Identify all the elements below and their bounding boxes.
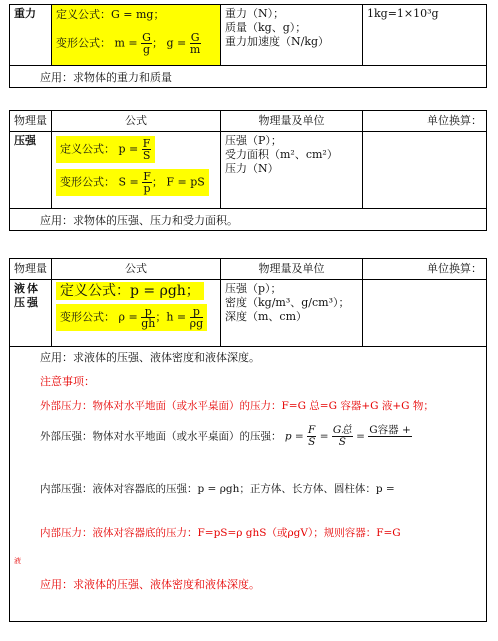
pressure-q-2: 受力面积（m²、cm²） bbox=[225, 148, 338, 161]
liquid-header-conversion: 单位换算： bbox=[363, 259, 487, 280]
liquid-q-2: 密度（kg/m³、g/cm³）； bbox=[225, 296, 350, 309]
pressure-conversion-cell bbox=[363, 132, 487, 209]
pressure-name-cell bbox=[10, 132, 52, 209]
liquid-header-units: 物理量及单位 bbox=[221, 259, 363, 280]
liquid-header-quantity: 物理量 bbox=[10, 259, 52, 280]
liquid-application-2: 应用：求液体的压强、液体密度和液体深度。 bbox=[40, 578, 260, 591]
liquid-quantities-cell bbox=[221, 280, 363, 347]
notes-title: 注意事项： bbox=[40, 375, 95, 388]
pressure-table bbox=[9, 110, 487, 231]
gravity-q-2: 质量（kg、g）； bbox=[225, 21, 307, 34]
internal-force-tail: 液 bbox=[14, 557, 21, 565]
liquid-conversion-cell bbox=[363, 280, 487, 347]
gravity-name: 重力 bbox=[14, 7, 36, 20]
liquid-name-cell bbox=[10, 280, 52, 347]
pressure-def-formula: 定义公式： p = $\frac{F}{S}$ bbox=[56, 136, 155, 163]
gravity-name-cell bbox=[10, 5, 52, 66]
pressure-header-quantity: 物理量 bbox=[10, 111, 52, 132]
liquid-q-1: 压强（p）； bbox=[225, 282, 282, 295]
pressure-application: 应用：求物体的压强、压力和受力面积。 bbox=[10, 209, 487, 231]
gravity-conversion-cell bbox=[363, 5, 487, 66]
external-force-line: 外部压力：物体对水平地面（或水平桌面）的压力：F=G 总=G 容器+G 液+G 物； bbox=[40, 400, 434, 412]
liquid-application: 应用：求液体的压强、液体密度和液体深度。 bbox=[40, 351, 260, 364]
pressure-trans-formula: 变形公式： S = $\frac{F}{p}$ ； F = pS bbox=[56, 169, 209, 196]
pressure-header-conversion: 单位换算： bbox=[363, 111, 487, 132]
gravity-trans-formula: 变形公式： m = $\frac{G}{g}$ ； g = $\frac{G}{m}$ bbox=[56, 31, 201, 56]
liquid-name: 液体压强 bbox=[14, 282, 40, 309]
pressure-header-formula: 公式 bbox=[52, 111, 221, 132]
gravity-q-3: 重力加速度（N/kg） bbox=[225, 35, 330, 48]
pressure-q-3: 压力（N） bbox=[225, 162, 279, 175]
gravity-formula-cell bbox=[52, 5, 221, 66]
liquid-def-formula: 定义公式：p = ρgh； bbox=[56, 282, 204, 300]
liquid-header-formula: 公式 bbox=[52, 259, 221, 280]
liquid-notes-cell bbox=[10, 347, 487, 622]
internal-force-line: 内部压力：液体对容器底的压力：F=pS=ρ ghS（或ρgV）；规则容器：F=G bbox=[40, 527, 401, 539]
external-pressure-line: 外部压强：物体对水平地面（或水平桌面）的压强： p = $\frac{F}{S}$ = $\frac{\text{G总}}{S}$ = G容器 + bbox=[40, 424, 411, 448]
pressure-q-1: 压强（P）； bbox=[225, 134, 282, 147]
gravity-conversion: 1kg=1×10³g bbox=[367, 7, 439, 20]
gravity-q-1: 重力（N）； bbox=[225, 7, 285, 20]
liquid-q-3: 深度（m、cm） bbox=[225, 310, 308, 323]
pressure-name: 压强 bbox=[14, 134, 36, 147]
liquid-formula-cell bbox=[52, 280, 221, 347]
pressure-formula-cell bbox=[52, 132, 221, 209]
gravity-application: 应用：求物体的重力和质量 bbox=[10, 66, 487, 88]
gravity-table bbox=[9, 4, 487, 88]
liquid-pressure-table bbox=[9, 258, 487, 622]
internal-pressure-line: 内部压强：液体对容器底的压强：p = ρgh；正方体、长方体、圆柱体：p = bbox=[40, 483, 395, 495]
pressure-header-units: 物理量及单位 bbox=[221, 111, 363, 132]
gravity-quantities-cell bbox=[221, 5, 363, 66]
pressure-quantities-cell bbox=[221, 132, 363, 209]
liquid-trans-formula: 变形公式： ρ = $\frac{p}{gh}$ ；h = $\frac{p}{\rho g}$ bbox=[56, 304, 207, 331]
gravity-def-formula: 定义公式：G = mg； bbox=[56, 8, 165, 21]
